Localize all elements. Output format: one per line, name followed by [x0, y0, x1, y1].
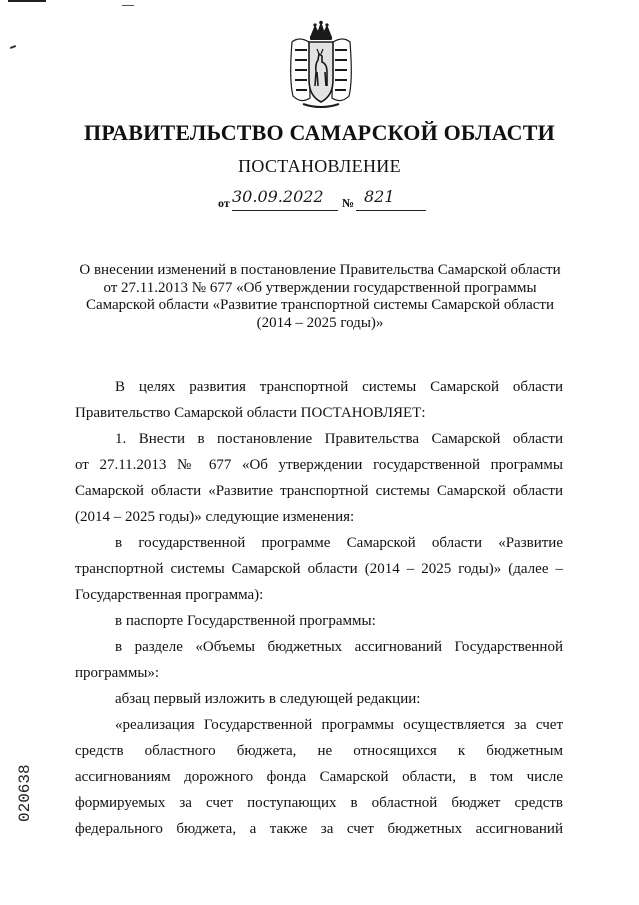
text-line: транспортной системы Самарской области (2014 – 2025 годы)» (далее – [75, 561, 563, 577]
coat-of-arms-emblem [289, 20, 353, 108]
subject-line: О внесении изменений в постановление Правительства Самарской области [79, 262, 561, 278]
text-line: В целях развития транспортной системы Самарской области [115, 379, 563, 395]
subject-line: (2014 – 2025 годы)» [256, 314, 384, 331]
text-line: (2014 – 2025 годы)» следующие изменения: [75, 509, 355, 525]
text-line: от 27.11.2013 № 677 «Об утверждении государственной программы [75, 457, 563, 473]
program-reference-paragraph [75, 530, 563, 608]
quoted-amendment [75, 712, 563, 842]
text-line: в паспорте Государственной программы: [115, 613, 376, 629]
text-line: 1. Внести в постановление Правительства Самарской области [115, 431, 563, 447]
text-line: «реализация Государственной программы осуществляется за счет [115, 717, 563, 733]
number-value: 821 [364, 187, 395, 206]
text-line: в разделе «Объемы бюджетных ассигнований Государственной [115, 639, 563, 655]
scan-tick [122, 5, 134, 6]
text-line: федерального бюджета, а также за счет бюджетных ассигнований [75, 821, 563, 837]
date-underline [232, 210, 338, 211]
form-serial-number: 020638 [16, 764, 34, 822]
text-line: Правительство Самарской области ПОСТАНОВЛЯЕТ: [75, 405, 426, 421]
scan-mark [10, 45, 16, 49]
number-underline [356, 210, 426, 211]
scan-corner-mark [8, 0, 46, 2]
text-line: Самарской области «Развитие транспортной системы Самарской области [75, 483, 563, 499]
subject-line: Самарской области «Развитие транспортной системы Самарской области [85, 297, 555, 313]
text-line: абзац первый изложить в следующей редакции: [115, 691, 421, 707]
date-prefix: от [218, 196, 230, 210]
passport-paragraph [75, 608, 563, 634]
date-number-line [218, 187, 428, 211]
text-line: средств областного бюджета, не относящихся к бюджетным [75, 743, 563, 759]
paragraph-edit-instruction [75, 686, 563, 712]
text-line: в государственной программе Самарской области «Развитие [115, 535, 563, 551]
document-subject [60, 262, 580, 332]
text-line: ассигнованиям дорожного фонда Самарской области, в том числе [75, 769, 563, 785]
number-prefix: № [342, 196, 355, 210]
date-value: 30.09.2022 [232, 187, 324, 206]
text-line: Государственная программа): [75, 587, 264, 603]
preamble-paragraph [75, 374, 563, 426]
item-1-paragraph [75, 426, 563, 530]
text-line: программы»: [75, 665, 160, 681]
document-type: ПОСТАНОВЛЕНИЕ [238, 156, 401, 176]
government-title: ПРАВИТЕЛЬСТВО САМАРСКОЙ ОБЛАСТИ [84, 120, 555, 145]
subject-line: от 27.11.2013 № 677 «Об утверждении государственной программы [103, 279, 537, 296]
section-paragraph [75, 634, 563, 686]
text-line: формируемых за счет поступающих в областной бюджет средств [75, 795, 563, 811]
